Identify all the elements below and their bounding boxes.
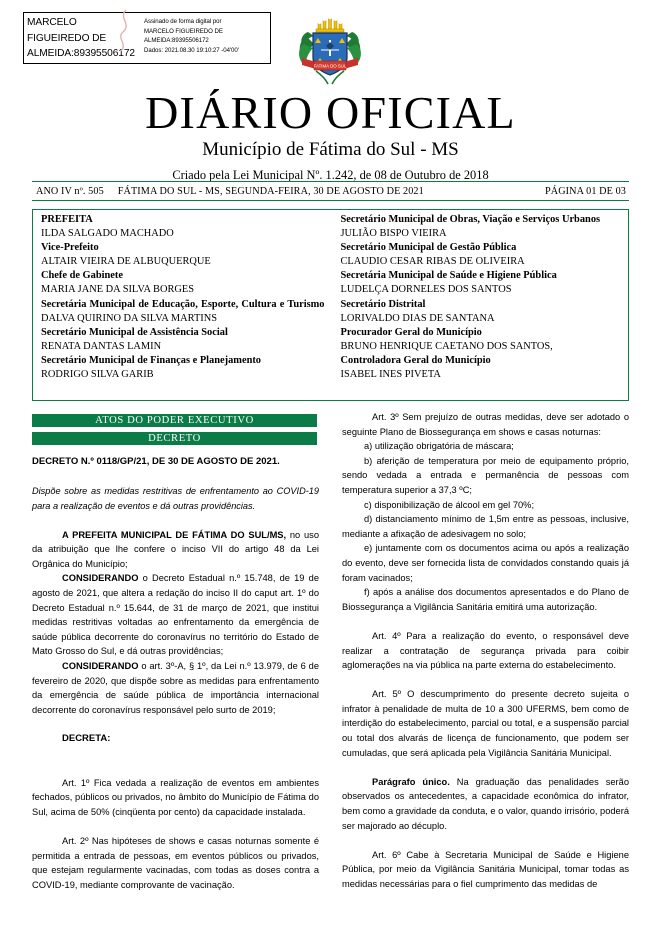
official-role: PREFEITA	[41, 214, 93, 225]
issue-year-number: ANO IV nº. 505	[36, 185, 104, 197]
officials-box	[32, 209, 629, 401]
decreta-label: DECRETA:	[62, 732, 111, 744]
considerando-lead: CONSIDERANDO	[62, 573, 139, 584]
official-role: Secretário Municipal de Assistência Social	[41, 326, 228, 338]
decree-article-3-item-d: d) distanciamento mínimo de 1,5m entre as pessoas, inclusive, mediante a afixação de adesivagem no solo;	[342, 514, 629, 539]
section-banner-decreto: DECRETO	[32, 432, 317, 445]
considerando-text: o art. 3º-A, § 1º, da Lei n.º 13.979, de 6 de fevereiro de 2020, que dispõe sobre as medidas para enfrentamento da emergência de saúde pública de importância internacional decorrente do coronavírus responsável pelo surto de 2019;	[32, 660, 319, 715]
body-column-right	[342, 410, 629, 892]
official-name: LUDELÇA DORNELES DOS SANTOS	[340, 284, 512, 296]
official-role: Procurador Geral do Município	[340, 326, 482, 338]
issue-date: FÁTIMA DO SUL - MS, SEGUNDA-FEIRA, 30 DE AGOSTO DE 2021	[117, 185, 424, 197]
official-name: CLAUDIO CESAR RIBAS DE OLIVEIRA	[340, 256, 525, 268]
decree-article-1: Art. 1º Fica vedada a realização de eventos em ambientes fechados, públicos ou privados, no âmbito do Município de Fátima do Sul, acima de 50% (cinqüenta por cento) da capacidade instalada.	[32, 777, 319, 817]
official-name: RODRIGO SILVA GARIB	[41, 369, 154, 381]
official-role: Chefe de Gabinete	[41, 270, 123, 282]
officials-column-right	[331, 213, 629, 400]
page-title: DIÁRIO OFICIAL	[145, 87, 516, 138]
signature-detail-line-4: Dados: 2021.08.30 19:10:27 -04'00'	[144, 46, 239, 54]
official-name: MARIA JANE DA SILVA BORGES	[41, 284, 195, 296]
signature-detail-line-1: Assinado de forma digital por	[144, 18, 222, 25]
official-role: Secretário Municipal de Gestão Pública	[340, 242, 517, 254]
decree-article-3-item-c: c) disponibilização de álcool em gel 70%;	[364, 499, 535, 510]
signature-details	[140, 13, 270, 63]
decree-article-3-item-b: b) aferição de temperatura por meio de equipamento próprio, sendo vedada a entrada e permanência de pessoas com temperatura superior a 37,3 ºC;	[342, 455, 629, 495]
officials-column-left	[33, 213, 331, 400]
decree-paragrafo-unico	[342, 775, 629, 833]
official-role: Vice-Prefeito	[41, 242, 99, 254]
decree-considerando-2	[32, 659, 319, 717]
decree-considerando-1	[32, 571, 319, 659]
signature-name: MARCELO FIGUEIREDO DE ALMEIDA:89395506172	[27, 17, 135, 59]
decree-article-2: Art. 2º Nas hipóteses de shows e casas noturnas somente é permitida a entrada de pessoas, em eventos públicos ou privados, que estejam regularmente vacinadas, com todas as doses contra a COVID-19, mediante comprovante de vacinação.	[32, 836, 319, 890]
masthead	[0, 88, 661, 185]
digital-signature-stamp	[23, 12, 271, 64]
section-banner-atos-do-poder-executivo: ATOS DO PODER EXECUTIVO	[32, 414, 317, 427]
official-name: RENATA DANTAS LAMIN	[41, 340, 162, 352]
official-name: ISABEL INES PIVETA	[340, 369, 441, 381]
preamble-rest: no uso da atribuição que lhe confere o inciso VII do artigo 48 da Lei Orgânica do Município;	[32, 529, 319, 569]
decree-title: DECRETO N.º 0118/GP/21, DE 30 DE AGOSTO DE 2021.	[32, 456, 280, 467]
decree-article-5: Art. 5º O descumprimento do presente decreto sujeita o infrator à penalidade de multa de 10 a 300 UFERMS, bem como de interdição do estabelecimento, parcial ou total, e a suspensão parcial ou total dos alvarás de licença de funcionamento, que podem ser cumuladas, que será aplicada pela Vigilância Sanitária Municipal.	[342, 689, 629, 758]
official-role: Controladora Geral do Município	[340, 354, 491, 366]
svg-text:FATIMA DO SUL: FATIMA DO SUL	[313, 63, 347, 69]
signature-detail-line-3: ALMEIDA:89395506172	[144, 37, 209, 45]
paragrafo-unico-text: Na graduação das penalidades serão observados os antecedentes, a capacidade econômica do infrator, bem como a gravidade da conduta, e o valor, quando irrisório, poderá ser majorado ao décuplo.	[342, 776, 629, 831]
decree-article-4: Art. 4º Para a realização do evento, o responsável deve realizar a contratação de segurança privada para coibir aglomerações na via pública na parte externa do estabelecimento.	[342, 630, 629, 671]
official-name: LORIVALDO DIAS DE SANTANA	[340, 312, 495, 324]
official-name: ILDA SALGADO MACHADO	[41, 228, 174, 240]
decree-article-3-item-e: e) juntamente com os documentos acima ou após a realização do evento, deve ser fornecida lista de convidados constando quais já foram vacinados;	[342, 543, 629, 583]
decree-article-3: Art. 3º Sem prejuízo de outras medidas, deve ser adotado o seguinte Plano de Biossegurança em shows e casas noturnas:	[342, 412, 629, 437]
decree-article-3-item-f: f) após a análise dos documentos apresentados e do Plano de Biossegurança a Vigilância Sanitária emitirá uma autorização.	[342, 587, 629, 612]
considerando-text: o Decreto Estadual n.º 15.748, de 19 de agosto de 2021, que altera a redação do inciso II do caput art. 1º do Decreto Estadual n.º 15.644, de 31 de março de 2021, que institui medidas restritivas voltadas ao enfrentamento da emergência de saúde pública decorrente do coronavírus no território do Estado de Mato Grosso do Sul, e dá outras providências;	[32, 573, 319, 657]
official-role: Secretário Distrital	[340, 298, 426, 310]
considerando-lead: CONSIDERANDO	[62, 660, 139, 671]
body-column-left	[32, 455, 319, 892]
signature-detail-line-2: MARCELO FIGUEIREDO DE	[144, 27, 223, 35]
page-indicator: PÁGINA 01 DE 03	[544, 185, 626, 197]
masthead-subtitle: Município de Fátima do Sul - MS	[202, 139, 459, 160]
official-role: Secretária Municipal de Saúde e Higiene Pública	[340, 270, 557, 282]
official-name: ALTAIR VIEIRA DE ALBUQUERQUE	[41, 256, 211, 268]
official-role: Secretário Municipal de Finanças e Planejamento	[41, 354, 262, 366]
masthead-law-line: Criado pela Lei Municipal Nº. 1.242, de 08 de Outubro de 2018	[172, 168, 489, 182]
official-name: JULIÃO BISPO VIEIRA	[340, 228, 447, 240]
issue-info-bar	[32, 181, 629, 201]
paragrafo-unico-lead: Parágrafo único.	[372, 776, 450, 787]
decree-preamble	[32, 528, 319, 572]
official-role: Secretária Municipal de Educação, Esporte, Cultura e Turismo	[41, 298, 325, 310]
decree-article-3-item-a: a) utilização obrigatória de máscara;	[364, 441, 514, 452]
official-name: DALVA QUIRINO DA SILVA MARTINS	[41, 312, 218, 324]
decree-article-6: Art. 6º Cabe à Secretaria Municipal de Saúde e Higiene Pública, por meio da Vigilância Sanitária Municipal, tomar todas as medidas necessárias para o fiel cumprimento das medidas de	[342, 849, 629, 889]
official-name: BRUNO HENRIQUE CAETANO DOS SANTOS,	[340, 340, 553, 352]
coat-of-arms-icon	[296, 14, 364, 88]
official-role: Secretário Municipal de Obras, Viação e Serviços Urbanos	[340, 214, 601, 225]
preamble-bold-lead: A PREFEITA MUNICIPAL DE FÁTIMA DO SUL/MS,	[62, 529, 287, 540]
decree-ementa: Dispõe sobre as medidas restritivas de enfrentamento ao COVID-19 para a realização de eventos e dá outras providências.	[32, 486, 319, 511]
